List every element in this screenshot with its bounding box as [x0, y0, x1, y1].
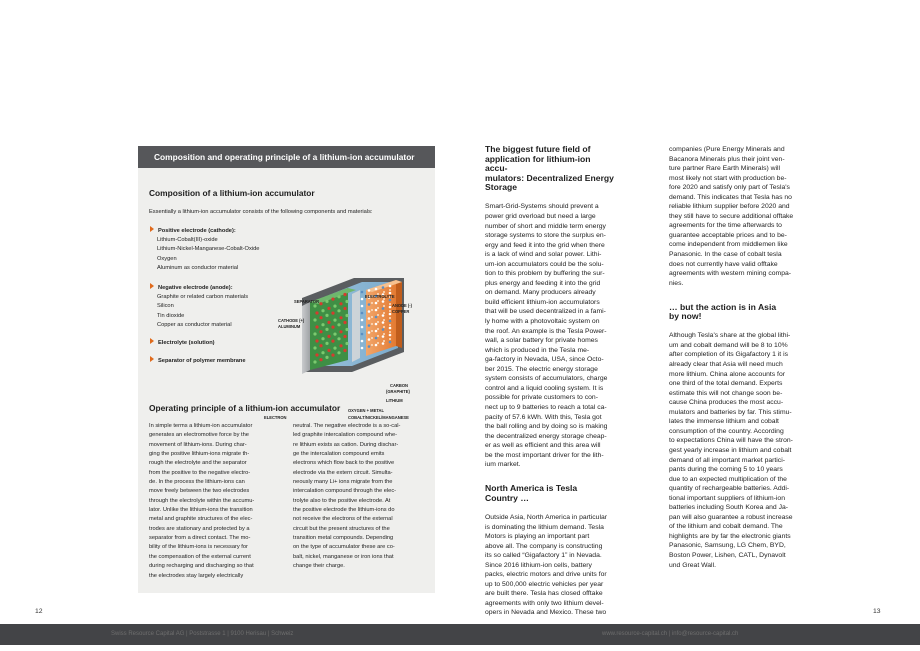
paragraph-north-america	[485, 513, 615, 618]
ion-dot	[333, 347, 336, 350]
ion-dot	[377, 321, 379, 323]
composition-intro: Essentially a lithium-ion accumulator consists of the following components and materials:	[149, 209, 373, 215]
text-line: build efficient lithium-ion accumulators	[485, 298, 600, 306]
text-line: fore 2020 and satisfy only part of Tesla's	[669, 184, 790, 192]
text-line: neously many Li+ ions migrate from the	[293, 479, 393, 486]
text-line: on the type of accumulator these are co-	[293, 544, 395, 551]
ion-dot	[345, 342, 348, 345]
text-line: agreements with western mining compa-	[669, 270, 792, 278]
ion-dot	[327, 307, 330, 310]
component-separator	[150, 356, 246, 366]
label-separator: SEPARATOR	[294, 299, 320, 304]
page-number-left: 12	[35, 608, 43, 615]
label-electrolyte: ELECTROLYTE	[365, 294, 395, 299]
ion-dot	[389, 299, 392, 302]
ion-dot	[327, 321, 330, 324]
ion-dot	[331, 354, 334, 357]
ion-dot	[321, 323, 324, 326]
ion-dot	[368, 303, 371, 306]
text-line: the electrodes stay largely electrically	[149, 572, 244, 579]
ion-dot	[368, 317, 371, 320]
ion-dot	[383, 291, 385, 293]
text-line: separator from a direct contact. The mo-	[149, 535, 251, 542]
component-negative-electrode	[150, 283, 248, 330]
text-line: estimate this will not change soon be-	[669, 389, 783, 397]
bullet-arrow-icon	[150, 338, 154, 344]
component-electrolyte	[150, 338, 215, 348]
operating-title: Operating principle of a lithium-ion accumulator	[149, 403, 341, 413]
text-line: companies (Pure Energy Minerals and	[669, 146, 785, 153]
text-line: guarantee acceptable prices and to be-	[669, 231, 787, 239]
text-line: electrode via the extern circuit. Simulta-	[293, 469, 393, 476]
text-line: they still have to secure additional offtake	[669, 212, 794, 220]
component-heading: Positive electrode (cathode):	[158, 228, 236, 234]
text-line: Bacanora Minerals plus their joint ven-	[669, 155, 785, 163]
text-line: more lithium. China alone accounts for	[669, 370, 785, 378]
ion-dot	[375, 288, 378, 291]
text-line: power grid overload but need a large	[485, 213, 596, 221]
ion-dot	[389, 317, 391, 319]
ion-dot	[319, 302, 322, 305]
text-line: does not currently have valid offtake	[669, 260, 778, 268]
text-line: control and a liquid cooling system. It is	[485, 384, 604, 392]
text-line: come independent from middlemen like	[669, 241, 788, 249]
footer-contact: www.resource-capital.ch | info@resource-capital.ch	[602, 631, 739, 637]
component-item: Oxygen	[157, 255, 177, 262]
text-line: neutral. The negative electrode is a so-cal-	[293, 423, 401, 429]
text-line: during recharging and discharging so that	[149, 563, 254, 570]
component-item: Tin dioxide	[157, 312, 185, 319]
component-heading: Separator of polymer membrane	[158, 358, 246, 364]
ion-dot	[368, 310, 371, 313]
ion-dot	[377, 328, 379, 330]
ion-dot	[333, 305, 336, 308]
text-line: possible for private customers to con-	[485, 394, 598, 402]
ion-dot	[383, 312, 385, 314]
ion-dot	[319, 316, 322, 319]
label-cobalt: COBALT/NICKEL/MANGANESE	[348, 415, 409, 420]
paragraph-tesla-suppliers	[669, 145, 799, 288]
ion-dot	[313, 332, 316, 335]
ion-dot	[382, 300, 385, 303]
text-line: um and cobalt demand will be 8 to 10%	[669, 341, 788, 349]
ion-dot	[383, 326, 385, 328]
ion-dot	[325, 342, 328, 345]
ion-dot	[325, 314, 328, 317]
label-graphite: (GRAPHITE)	[386, 389, 410, 394]
ion-dot	[371, 323, 373, 325]
text-line: the ball rolling and by doing so is making	[485, 423, 608, 431]
ion-dot	[377, 300, 379, 302]
ion-dot	[368, 289, 371, 292]
ion-dot	[313, 304, 316, 307]
ion-dot	[313, 318, 316, 321]
component-item: Graphite or related carbon materials	[157, 294, 249, 301]
ion-dot	[327, 335, 330, 338]
ion-dot	[343, 335, 346, 338]
ion-dot	[339, 330, 342, 333]
text-line: pacity of 57.6 kWh. With this, Tesla got	[485, 413, 602, 421]
paragraph-asia	[669, 331, 799, 570]
text-line: reliable lithium supplier before 2020 and	[669, 203, 790, 211]
component-item: Lithium-Cobalt(III)-oxide	[157, 237, 218, 244]
bullet-arrow-icon	[150, 356, 154, 362]
text-line: already clear that Asia will need much	[669, 361, 783, 369]
ion-dot	[337, 323, 340, 326]
text-line: on demand. Many producers already	[485, 289, 596, 297]
label-lithium: LITHIUM	[386, 398, 403, 403]
label-electron: ELECTRON	[264, 415, 287, 420]
ion-dot	[382, 321, 385, 324]
ion-dot	[368, 324, 371, 327]
component-item: Copper as conductor material	[157, 321, 232, 328]
text-line: the positive electrode the lithium-ions do	[293, 507, 395, 514]
text-line: nies.	[669, 279, 684, 287]
ion-dot	[337, 309, 340, 312]
text-line: quantity of rechargeable batteries. Addi-	[669, 485, 790, 493]
text-line: bility of the lithium-ions is necessary for	[149, 544, 248, 551]
text-line: ga-factory in Nevada, USA, since Octo-	[485, 356, 604, 364]
ion-dot	[389, 313, 392, 316]
text-line: pants during the coming 5 to 10 years	[669, 466, 783, 474]
heading-line: … but the action is in Asia	[669, 301, 777, 312]
text-line: metal and graphite structures of the elec-	[149, 516, 253, 523]
text-line: of the lithium and cobalt demand. The	[669, 523, 783, 531]
text-column-a	[485, 145, 615, 618]
text-line: the decentralized energy storage cheap-	[485, 432, 607, 440]
ion-dot	[375, 330, 378, 333]
ion-dot	[389, 303, 391, 305]
infobox	[138, 146, 435, 593]
text-line: move freely between the two electrodes	[149, 488, 250, 495]
text-line: the compensation of the external current	[149, 553, 251, 560]
ion-dot	[339, 302, 342, 305]
heading-line: by now!	[669, 311, 702, 322]
page-number-right: 13	[873, 608, 881, 615]
ion-dot	[331, 340, 334, 343]
heading-line: application for lithium-ion accu-	[485, 153, 591, 174]
heading-north-america	[485, 484, 615, 503]
ion-dot	[319, 344, 322, 347]
text-line: Smart-Grid-Systems should prevent a	[485, 203, 599, 211]
ion-dot	[389, 341, 392, 344]
text-line: trolyte also to the positive electrode. At	[293, 497, 391, 504]
text-line: up to 500,000 electric vehicles per year	[485, 580, 604, 588]
ion-dot	[371, 330, 373, 332]
bullet-arrow-icon	[150, 226, 154, 232]
ion-dot	[371, 344, 373, 346]
ion-dot	[361, 333, 364, 336]
text-line: pan will also guarantee a robust increase	[669, 513, 793, 521]
ion-dot	[375, 302, 378, 305]
ion-dot	[325, 356, 328, 359]
ion-dot	[383, 305, 385, 307]
label-oxygen-metal: OXYGEN + METAL	[348, 408, 384, 413]
component-positive-electrode	[150, 226, 259, 273]
text-line: not receive the electrons of the external	[293, 516, 393, 523]
text-line: above all. The company is constructing	[485, 542, 603, 550]
text-line: agreements with only two lithium devel-	[485, 599, 604, 607]
ion-dot	[383, 333, 385, 335]
text-line: tional important suppliers of lithium-ion	[669, 494, 785, 502]
text-line: um-ion accumulators could be the solu-	[485, 260, 604, 268]
heading-future-field	[485, 145, 615, 193]
ion-dot	[337, 295, 340, 298]
text-line: re lithium exists as cation. During dischar-	[293, 441, 399, 448]
text-line: storage systems to store the surplus en-	[485, 232, 606, 240]
ion-dot	[315, 325, 318, 328]
text-line: lates the immense lithium and cobalt	[669, 418, 779, 426]
text-line: through the electrolyte within the accumu-	[149, 497, 255, 504]
ion-dot	[315, 353, 318, 356]
component-heading: Electrolyte (solution)	[158, 340, 215, 346]
text-line: demand. This indicates that Tesla has no	[669, 193, 792, 201]
text-line: Since 2016 lithium-ion cells, battery	[485, 561, 592, 569]
ion-dot	[389, 320, 392, 323]
operating-column-2	[293, 422, 428, 572]
text-line: led graphite intercalation compound whe-	[293, 432, 398, 439]
ion-dot	[333, 333, 336, 336]
text-line: cause China produces the most accu-	[669, 399, 784, 407]
text-line: transition metal compounds. Depending	[293, 535, 394, 542]
text-line: Boston Power, Lishen, CATL, Dynavolt	[669, 551, 786, 559]
ion-dot	[321, 337, 324, 340]
ion-dot	[371, 302, 373, 304]
label-copper: COPPER	[392, 309, 410, 314]
ion-dot	[383, 319, 385, 321]
text-line: ly home with a photovoltaic system on	[485, 318, 600, 326]
ion-dot	[377, 342, 379, 344]
ion-dot	[382, 307, 385, 310]
ion-dot	[361, 305, 364, 308]
text-line: opers in Nevada and Mexico. These two	[485, 609, 607, 617]
text-line: the roof. An example is the Tesla Power-	[485, 327, 607, 335]
ion-dot	[382, 314, 385, 317]
ion-dot	[331, 326, 334, 329]
bullet-arrow-icon	[150, 283, 154, 289]
text-line: Outside Asia, North America in particular	[485, 513, 608, 521]
text-line: lator. Unlike the lithium-ions the transition	[149, 507, 253, 514]
text-line: movement of lithium-ions. During char-	[149, 441, 247, 448]
ion-dot	[361, 319, 364, 322]
text-line: consumption of the country. According	[669, 427, 784, 435]
text-line: from the positive to the negative electro-	[149, 469, 251, 476]
ion-dot	[325, 328, 328, 331]
heading-asia	[669, 303, 799, 322]
ion-dot	[382, 335, 385, 338]
text-line: er as well as efficient and this area will	[485, 442, 601, 450]
ion-dot	[339, 316, 342, 319]
text-line: packs, electric motors and drive units for	[485, 571, 607, 579]
ion-dot	[319, 358, 322, 361]
ion-dot	[361, 347, 364, 350]
ion-dot	[321, 351, 324, 354]
ion-dot	[361, 326, 364, 329]
ion-dot	[377, 314, 379, 316]
component-item: Silicon	[157, 303, 174, 310]
component-item: Aluminum as conductor material	[157, 264, 239, 271]
text-line: batteries including South Korea and Ja-	[669, 504, 789, 512]
text-line: wall, a solar battery for private homes	[485, 337, 598, 345]
text-line: its so called “Gigafactory 1” in Nevada.	[485, 552, 602, 560]
ion-dot	[343, 321, 346, 324]
text-line: de. In the process the lithium-ions can	[149, 479, 245, 486]
text-line: be the most important driver for the lith-	[485, 451, 604, 459]
ion-dot	[375, 337, 378, 340]
ion-dot	[368, 331, 371, 334]
label-cathode: CATHODE (+)	[278, 318, 305, 323]
text-line: demand of all important market partici-	[669, 456, 785, 464]
heading-line: mulators: Decentralized Energy	[485, 172, 614, 183]
text-line: tion to this problem by buffering the sur-	[485, 270, 605, 278]
text-line: electrons which flow back to the positive	[293, 460, 395, 467]
text-line: that will be used decentralized in a fami-	[485, 308, 606, 316]
ion-dot	[389, 289, 391, 291]
ion-dot	[389, 331, 391, 333]
ion-dot	[371, 309, 373, 311]
ion-dot	[343, 307, 346, 310]
ion-dot	[371, 337, 373, 339]
text-line: ergy and feed it into the grid when there	[485, 241, 605, 249]
label-aluminum: ALUMINUM	[278, 324, 301, 329]
ion-dot	[371, 316, 373, 318]
ion-dot	[368, 338, 371, 341]
text-line: plus energy and feeding it into the grid	[485, 279, 601, 287]
component-item: Lithium-Nickel-Manganese-Cobalt-Oxide	[157, 246, 260, 253]
ion-dot	[337, 337, 340, 340]
composition-title: Composition of a lithium-ion accumulator	[149, 188, 315, 198]
text-line: In simple terms a lithium-ion accumulator	[149, 423, 253, 429]
ion-dot	[315, 339, 318, 342]
ion-dot	[345, 328, 348, 331]
text-line: Motors is playing an important part	[485, 533, 590, 541]
ion-dot	[377, 335, 379, 337]
text-line: after completion of its Gigafactory 1 it is	[669, 351, 788, 359]
ion-dot	[389, 310, 391, 312]
text-line: ber 2015. The electric energy storage	[485, 365, 598, 373]
ion-dot	[375, 316, 378, 319]
text-line: which is produced in the Tesla me-	[485, 346, 590, 354]
text-line: is a lack of wind and solar power. Lithi-	[485, 251, 602, 259]
text-line: intercalation compound through the elec-	[293, 488, 397, 495]
text-line: change their charge.	[293, 563, 345, 570]
operating-column-1	[149, 422, 284, 581]
ion-dot	[389, 334, 392, 337]
text-line: ge the intercalation compound emits	[293, 451, 385, 458]
ion-dot	[339, 344, 342, 347]
ion-dot	[337, 351, 340, 354]
ion-dot	[345, 300, 348, 303]
text-line: generates an electromotive force by the	[149, 432, 249, 439]
ion-dot	[382, 328, 385, 331]
heading-line: The biggest future field of	[485, 144, 591, 154]
text-line: one third of the total demand. Experts	[669, 380, 783, 388]
ion-dot	[343, 293, 346, 296]
ion-dot	[325, 300, 328, 303]
text-line: Panasonic. In the case of cobalt tesla	[669, 251, 782, 259]
text-column-b	[669, 145, 799, 570]
ion-dot	[375, 309, 378, 312]
ion-dot	[331, 298, 334, 301]
heading-line: Country …	[485, 492, 529, 503]
text-line: highlights are by far the electronic giants	[669, 532, 791, 540]
ion-dot	[375, 323, 378, 326]
ion-dot	[331, 312, 334, 315]
text-line: circuit but the present structures of the	[293, 525, 390, 532]
component-heading: Negative electrode (anode):	[158, 285, 233, 291]
battery-diagram	[264, 240, 426, 420]
ion-dot	[313, 360, 316, 363]
ion-dot	[333, 319, 336, 322]
text-line: gest yearly increase in lithium and cobalt	[669, 446, 792, 454]
footer-address: Swiss Resource Capital AG | Poststrasse 1 | 9100 Herisau | Schweiz	[111, 631, 294, 637]
heading-line: Storage	[485, 182, 517, 193]
ion-dot	[368, 345, 371, 348]
ion-dot	[361, 298, 364, 301]
text-line: rough the electrolyte and the separator	[149, 460, 247, 467]
text-line: number of short and middle term energy	[485, 222, 606, 230]
ion-dot	[382, 342, 385, 345]
text-line: most likely not start with production be-	[669, 174, 787, 182]
text-line: ture partner Rare Earth Minerals) will	[669, 165, 781, 173]
ion-dot	[389, 327, 392, 330]
infobox-header: Composition and operating principle of a lithium-ion accumulator	[138, 146, 435, 168]
ion-dot	[327, 349, 330, 352]
ion-dot	[315, 311, 318, 314]
ion-dot	[389, 324, 391, 326]
text-line: nect up to 9 batteries to reach a total ca-	[485, 403, 607, 411]
label-anode: ANODE (-)	[392, 303, 413, 308]
ion-dot	[389, 338, 391, 340]
ion-dot	[345, 314, 348, 317]
heading-line: North America is Tesla	[485, 483, 578, 494]
ion-dot	[382, 286, 385, 289]
ion-dot	[319, 330, 322, 333]
text-line: und Great Wall.	[669, 561, 716, 569]
text-line: are built there. Tesla has closed offtake	[485, 590, 603, 598]
ion-dot	[375, 344, 378, 347]
paragraph-smart-grid	[485, 202, 615, 469]
text-line: ium market.	[485, 461, 521, 469]
text-line: ging the positive lithium-ions migrate th-	[149, 451, 250, 458]
ion-dot	[313, 346, 316, 349]
ion-dot	[389, 306, 392, 309]
ion-dot	[343, 349, 346, 352]
ion-dot	[321, 309, 324, 312]
footer-bar	[0, 624, 920, 645]
ion-dot	[389, 285, 392, 288]
ion-dot	[383, 340, 385, 342]
text-line: system consists of accumulators, charge	[485, 375, 608, 383]
text-line: balt, nickel, manganese or iron ions that	[293, 553, 394, 560]
text-line: trodes are stationary and protected by a	[149, 525, 250, 532]
ion-dot	[377, 307, 379, 309]
text-line: Although Tesla's share at the global lithi-	[669, 332, 791, 340]
ion-dot	[361, 340, 364, 343]
text-line: to expectations China will have the stron-	[669, 437, 793, 445]
ion-dot	[361, 312, 364, 315]
label-carbon: CARBON	[390, 383, 408, 388]
text-line: is dominating the lithium demand. Tesla	[485, 523, 604, 531]
text-line: due to an expected multiplication of the	[669, 475, 787, 483]
text-line: agreements for the time afterwards to	[669, 222, 782, 230]
ion-dot	[361, 291, 364, 294]
text-line: Panasonic, Samsung, LG Chem, BYD,	[669, 542, 786, 550]
text-line: mulators and batteries by far. This stimu-	[669, 408, 792, 416]
